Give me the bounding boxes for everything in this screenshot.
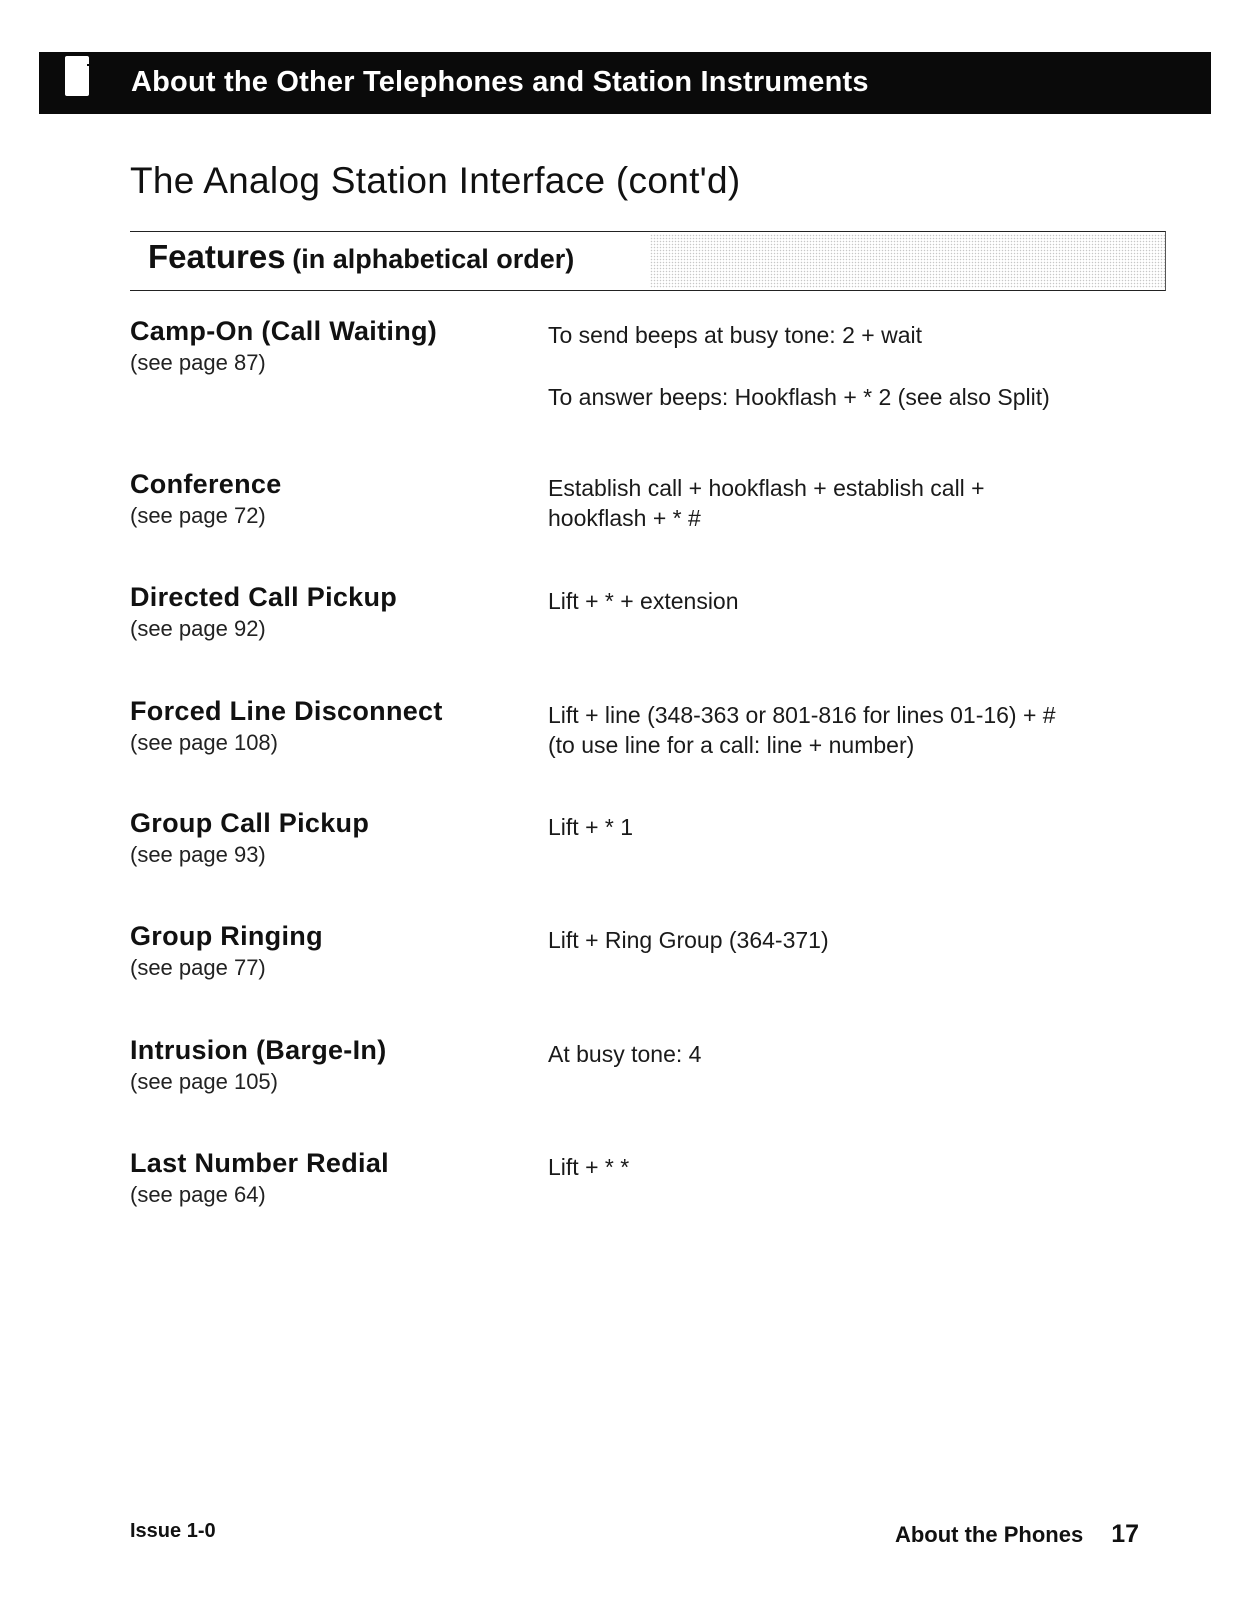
- feature-name: Conference: [130, 469, 282, 499]
- feature-page-ref: (see page 105): [130, 1069, 278, 1094]
- section-heading-main: Features: [148, 238, 286, 275]
- procedure-line: To answer beeps: Hookflash + * 2 (see also Split): [548, 384, 1050, 410]
- procedure-line: Lift + Ring Group (364-371): [548, 927, 829, 953]
- section-heading: [148, 238, 574, 276]
- feature-procedure: [548, 1152, 1168, 1182]
- procedure-line: (to use line for a call: line + number): [548, 732, 915, 758]
- footer-right: [895, 1520, 1139, 1549]
- feature-procedure: [548, 812, 1168, 842]
- procedure-line: Lift + * *: [548, 1154, 630, 1180]
- procedure-line: Establish call + hookflash + establish call +: [548, 475, 985, 501]
- features-section-header: [130, 231, 1166, 291]
- feature-page-ref: (see page 87): [130, 350, 266, 375]
- procedure-line: Lift + * 1: [548, 814, 634, 840]
- feature-page-ref: (see page 77): [130, 955, 266, 980]
- section-heading-sub: (in alphabetical order): [292, 244, 575, 274]
- procedure-line: Lift + * + extension: [548, 588, 739, 614]
- feature-name: Last Number Redial: [130, 1148, 389, 1178]
- feature-page-ref: (see page 93): [130, 842, 266, 867]
- procedure-line: Lift + line (348-363 or 801-816 for lines 01-16) + #: [548, 702, 1056, 728]
- feature-procedure: [548, 925, 1168, 955]
- feature-page-ref: (see page 64): [130, 1182, 266, 1207]
- procedure-line: At busy tone: 4: [548, 1041, 702, 1067]
- chapter-tab-icon: [65, 56, 89, 96]
- feature-name: Forced Line Disconnect: [130, 696, 443, 726]
- shaded-band: [650, 234, 1165, 288]
- feature-page-ref: (see page 92): [130, 616, 266, 641]
- feature-page-ref: (see page 108): [130, 730, 278, 755]
- feature-procedure: [548, 700, 1168, 760]
- feature-page-ref: (see page 72): [130, 503, 266, 528]
- feature-name: Group Call Pickup: [130, 808, 370, 838]
- footer-section-name: About the Phones: [894, 1522, 1084, 1547]
- page-number: 17: [1111, 1520, 1139, 1548]
- feature-name: Intrusion (Barge-In): [130, 1035, 387, 1065]
- procedure-line: To send beeps at busy tone: 2 + wait: [548, 322, 922, 348]
- feature-procedure: [548, 1039, 1168, 1069]
- feature-name: Camp-On (Call Waiting): [130, 316, 438, 346]
- footer-issue: Issue 1-0: [130, 1520, 216, 1542]
- feature-procedure: [548, 320, 1168, 412]
- banner-title: About the Other Telephones and Station Instruments: [131, 66, 869, 98]
- feature-name: Group Ringing: [130, 921, 323, 951]
- chapter-banner: [39, 52, 1211, 114]
- feature-procedure: [548, 473, 1168, 533]
- feature-name: Directed Call Pickup: [130, 582, 398, 612]
- procedure-line: hookflash + * #: [548, 505, 701, 531]
- feature-procedure: [548, 586, 1168, 616]
- page-title: The Analog Station Interface (cont'd): [130, 160, 741, 201]
